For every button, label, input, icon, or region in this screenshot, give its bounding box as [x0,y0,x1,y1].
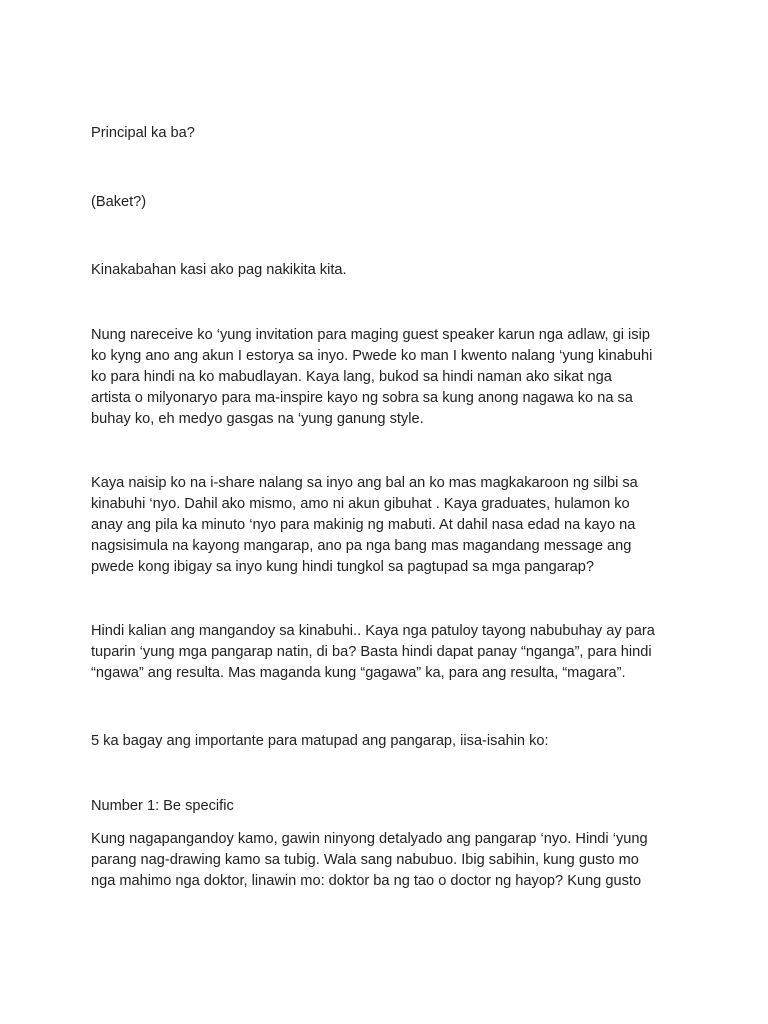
text-line: artista o milyonaryo para ma-inspire kayo ng sobra sa kung anong nagawa ko na sa [91,390,633,406]
text-line: Principal ka ba? [91,125,195,141]
text-line: Hindi kalian ang mangandoy sa kinabuhi.. Kaya nga patuloy tayong nabubuhay ay para [91,623,655,639]
paragraph-invitation [91,325,691,430]
text-line: “ngawa” ang resulta. Mas maganda kung “gagawa” ka, para ang resulta, “magara”. [91,665,626,681]
text-line: ko para hindi na ko mabudlayan. Kaya lang, bukod sa hindi naman ako sikat nga [91,369,612,385]
paragraph-baket [91,192,691,213]
paragraph-kinakabahan [91,260,691,281]
text-line: parang nag-drawing kamo sa tubig. Wala sang nabubuo. Ibig sabihin, kung gusto mo [91,852,639,868]
text-line: anay ang pila ka minuto ‘nyo para makinig ng mabuti. At dahil nasa edad na kayo na [91,517,636,533]
text-line: Nung nareceive ko ‘yung invitation para maging guest speaker karun nga adlaw, gi isip [91,327,650,343]
text-line: buhay ko, eh medyo gasgas na ‘yung ganung style. [91,411,424,427]
paragraph-five-things [91,731,691,752]
text-line: tuparin ‘yung mga pangarap natin, di ba? Basta hindi dapat panay “nganga”, para hindi [91,644,652,660]
paragraph-share [91,473,691,578]
text-line: Kinakabahan kasi ako pag nakikita kita. [91,262,347,278]
text-line: Kung nagapangandoy kamo, gawin ninyong detalyado ang pangarap ‘nyo. Hindi ‘yung [91,831,648,847]
text-line: (Baket?) [91,194,147,210]
text-line: nga mahimo nga doktor, linawin mo: doktor ba ng tao o doctor ng hayop? Kung gusto [91,873,642,889]
text-line: Number 1: Be specific [91,798,234,814]
text-line: nagsisimula na kayong mangarap, ano pa nga bang mas magandang message ang [91,538,632,554]
text-line: Kaya naisip ko na i-share nalang sa inyo ang bal an ko mas magkakaroon ng silbi sa [91,475,638,491]
section-heading-number-1 [91,796,691,817]
paragraph-be-specific [91,829,691,892]
paragraph-question [91,123,691,144]
paragraph-hindi-kalian [91,621,691,684]
text-line: ko kyng ano ang akun I estorya sa inyo. Pwede ko man I kwento nalang ‘yung kinabuhi [91,348,653,364]
text-line: kinabuhi ‘nyo. Dahil ako mismo, amo ni akun gibuhat . Kaya graduates, hulamon ko [91,496,630,512]
text-line: pwede kong ibigay sa inyo kung hindi tungkol sa pagtupad sa mga pangarap? [91,559,595,575]
text-line: 5 ka bagay ang importante para matupad ang pangarap, iisa-isahin ko: [91,733,549,749]
